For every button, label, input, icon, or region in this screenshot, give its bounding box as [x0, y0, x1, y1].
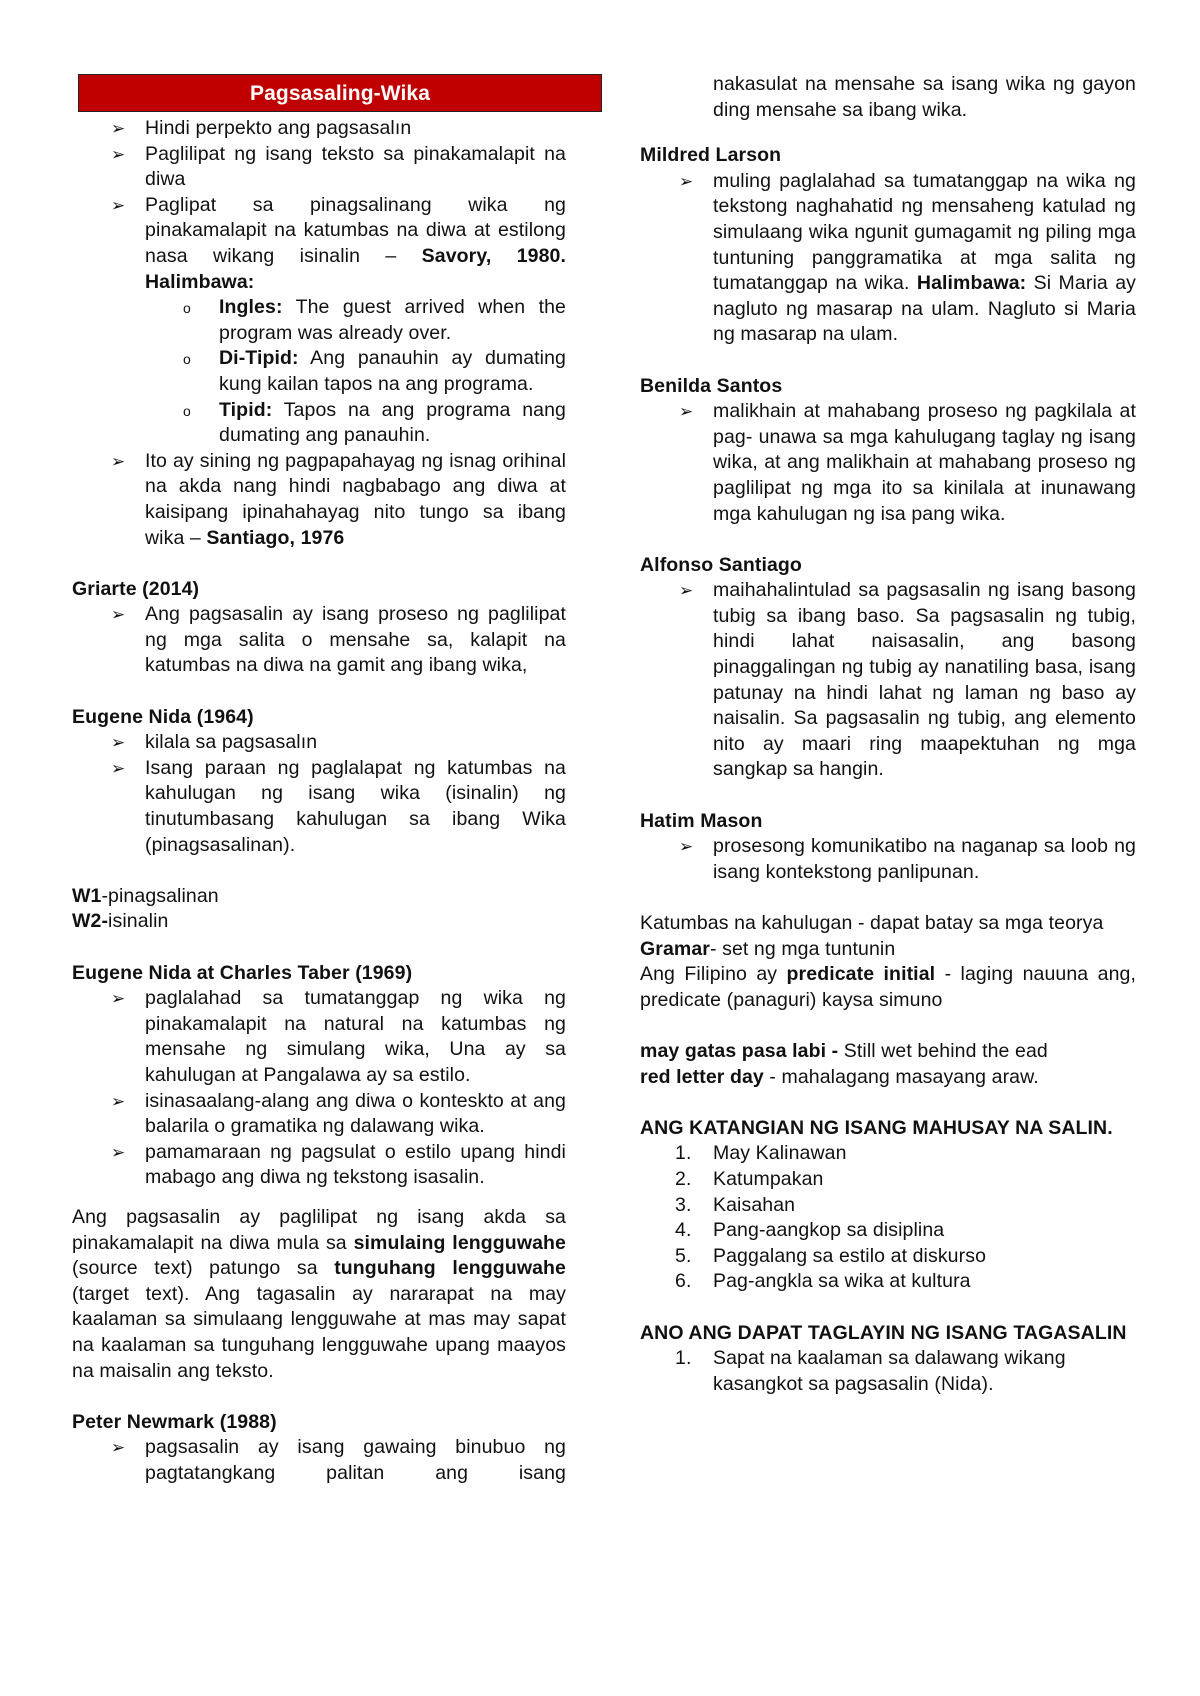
- w-term: [72, 909, 566, 935]
- example-item: [183, 346, 566, 397]
- paragraph-text: (target text). Ang tagasalin ay nararapat na may kaalaman sa simulaang lengguwahe at mas may sapat na kaalaman sa tunguhang lengguwahe upang maayos na maisalin ang teksto.: [72, 1282, 566, 1382]
- arrow-bullet-icon: ➢: [679, 581, 694, 601]
- list-item: [679, 399, 1136, 527]
- w-term-text: isinalin: [108, 910, 169, 933]
- section-heading: Eugene Nida at Charles Taber (1969): [72, 961, 413, 984]
- list-item-text: Paglipat sa pinagsalinang wika ng pinakamalapit na katumbas na diwa at estilong nasa wikang isinalin –: [145, 193, 566, 267]
- term: predicate initial: [786, 963, 936, 986]
- nida-taber-list: [72, 986, 566, 1191]
- list-item: [111, 730, 566, 756]
- list-number: 2.: [675, 1167, 692, 1190]
- list-item-text: Ito ay sining ng pagpapahayag ng isnag orihinal na akda nang hindi nagbabago ang diwa at kaisipang ipinahahayag nito tungo sa ibang wika –: [145, 449, 566, 549]
- page-title: Pagsasaling-Wika: [78, 74, 602, 112]
- list-item: [111, 116, 566, 142]
- list-item: [111, 756, 566, 858]
- list-item-text: prosesong komunikatibo na naganap sa loob ng isang kontekstong panlipunan.: [713, 835, 1136, 883]
- section-heading: Alfonso Santiago: [640, 553, 802, 576]
- idiom: [640, 1039, 1136, 1065]
- list-item: [111, 449, 566, 551]
- term: tunguhang lengguwahe: [334, 1257, 566, 1280]
- list-item-text: Sapat na kaalaman sa dalawang wikang kasangkot sa pagsasalin (Nida).: [713, 1347, 1066, 1395]
- list-item: [679, 169, 1136, 348]
- list-item: [675, 1269, 1136, 1295]
- list-item-text: May Kalinawan: [713, 1142, 847, 1165]
- arrow-bullet-icon: ➢: [679, 837, 694, 857]
- idioms: [640, 1039, 1136, 1090]
- list-item-text: Kaisahan: [713, 1193, 796, 1216]
- asantiago-list: [640, 578, 1136, 783]
- arrow-bullet-icon: ➢: [679, 171, 694, 191]
- paragraph-text: (source text) patungo sa: [72, 1257, 335, 1280]
- arrow-bullet-icon: ➢: [111, 451, 126, 471]
- list-number: 1.: [675, 1142, 692, 1165]
- idiom-text: - mahalagang masayang araw.: [763, 1065, 1039, 1088]
- larson-list: [640, 169, 1136, 348]
- arrow-bullet-icon: ➢: [111, 1142, 126, 1162]
- list-item: [713, 72, 1136, 123]
- arrow-bullet-icon: ➢: [679, 402, 694, 422]
- list-number: 3.: [675, 1193, 692, 1216]
- list-item-text: malikhain at mahabang proseso ng pagkilala at pag- unawa sa mga kahulugang taglay ng isang wika, at ang malikhain at mahabang proseso ng paglilipat ng mga ito sa kinilala at inunawang mga kahulugan ng isa pang wika.: [713, 400, 1136, 525]
- katangian-list: [640, 1141, 1136, 1295]
- list-item-text: pamamaraan ng pagsulat o estilo upang hindi mabago ang diwa ng tekstong isasalin.: [145, 1140, 566, 1189]
- section-heading: ANO ANG DAPAT TAGLAYIN NG ISANG TAGASALIN: [640, 1321, 1127, 1344]
- list-item-text: Paglilipat ng isang teksto sa pinakamalapit na diwa: [145, 142, 566, 191]
- list-item-text: isinasaalang-alang ang diwa o konteskto at ang balarila o gramatika ng dalawang wika.: [145, 1089, 566, 1138]
- definition-paragraph: [72, 1205, 566, 1384]
- list-item-text: nakasulat na mensahe sa isang wika ng gayon ding mensahe sa ibang wika.: [713, 73, 1136, 121]
- list-item-text: Paggalang sa estilo at diskurso: [713, 1244, 987, 1267]
- idiom-text: Still wet behind the ead: [838, 1039, 1048, 1062]
- list-item: [111, 193, 566, 449]
- list-item: [679, 578, 1136, 783]
- list-item: [111, 986, 566, 1088]
- list-item-text: Hindi perpekto ang pagsasalın: [145, 117, 412, 139]
- example-label: Halimbawa:: [916, 272, 1027, 295]
- nida-list: [72, 730, 566, 858]
- circle-bullet-icon: o: [183, 351, 191, 368]
- w-term-label: W1: [72, 884, 102, 907]
- arrow-bullet-icon: ➢: [111, 119, 126, 138]
- circle-bullet-icon: o: [183, 402, 191, 419]
- example-label: Di-Tipid:: [219, 347, 299, 370]
- list-item: [675, 1346, 1136, 1397]
- list-item: [675, 1244, 1136, 1270]
- w-term-label: W2-: [72, 910, 109, 933]
- arrow-bullet-icon: ➢: [111, 195, 126, 215]
- section-heading: Benilda Santos: [640, 374, 783, 397]
- arrow-bullet-icon: ➢: [111, 605, 126, 625]
- list-item-text: muling paglalahad sa tumatanggap na wika ng tekstong naghahatid ng mensaheng katulad ng simulaang wika ngunit gumagamit ng piling mga tuntuning panggramatika at mga salita ng tumatanggap na wika.: [713, 169, 1136, 295]
- list-item: [679, 834, 1136, 885]
- section-heading: Griarte (2014): [72, 577, 200, 600]
- citation: Savory, 1980. Halimbawa:: [145, 244, 566, 293]
- example-label: Ingles:: [219, 296, 283, 319]
- example-item: [183, 398, 566, 449]
- right-column: [640, 74, 1136, 1397]
- arrow-bullet-icon: ➢: [111, 758, 126, 778]
- note-text: - set ng mga tuntunin: [709, 937, 896, 960]
- idiom-label: may gatas pasa labi -: [640, 1039, 839, 1062]
- list-number: 6.: [675, 1270, 692, 1293]
- list-item: [675, 1193, 1136, 1219]
- list-item: [111, 1435, 566, 1486]
- list-item-text: Si Maria ay nagluto ng masarap na ulam. Nagluto si Maria ng masarap na ulam.: [713, 272, 1136, 346]
- newmark-list: [72, 1435, 566, 1486]
- newmark-continued: [640, 72, 1136, 123]
- list-item-text: kilala sa pagsasalın: [145, 731, 318, 754]
- list-item: [111, 142, 566, 193]
- list-number: 4.: [675, 1219, 692, 1242]
- example-text: Ang panauhin ay dumating kung kailan tapos na ang programa.: [219, 347, 566, 395]
- section-heading: Mildred Larson: [640, 144, 782, 167]
- list-number: 1.: [675, 1347, 692, 1370]
- intro-list: [72, 116, 566, 551]
- paragraph-text: Ang pagsasalin ay paglilipat ng isang akda sa pinakamalapit na diwa mula sa: [72, 1205, 566, 1254]
- w-terms: [72, 884, 566, 935]
- note-filipino: [640, 962, 1136, 1013]
- arrow-bullet-icon: ➢: [111, 733, 126, 753]
- santos-list: [640, 399, 1136, 527]
- arrow-bullet-icon: ➢: [111, 1438, 126, 1458]
- example-label: Tipid:: [219, 398, 273, 421]
- griarte-list: [72, 602, 566, 679]
- w-term-text: -pinagsalinan: [101, 884, 219, 907]
- term: simulaing lengguwahe: [353, 1231, 566, 1254]
- list-item-text: maihahalintulad sa pagsasalin ng isang basong tubig sa ibang baso. Sa pagsasalin ng tubig, hindi lahat naisasalin, ang basong pinaggalingan ng tubig ay nanatiling basa, isang patunay na hindi lahat ng laman ng baso ay naisalin. Sa pagsasalin ng tubig, ang elemento nito ay maari ring maapektuhan ng mga sangkap sa hangin.: [713, 579, 1136, 781]
- arrow-bullet-icon: ➢: [111, 144, 126, 164]
- list-item: [111, 1089, 566, 1140]
- example-text: Tapos na ang programa nang dumating ang panauhin.: [219, 398, 566, 447]
- citation: Santiago, 1976: [206, 526, 345, 549]
- arrow-bullet-icon: ➢: [111, 989, 126, 1009]
- list-item: [675, 1167, 1136, 1193]
- list-item-text: pagsasalin ay isang gawaing binubuo ng pagtatangkang palitan ang isang: [145, 1436, 566, 1484]
- arrow-bullet-icon: ➢: [111, 1091, 126, 1111]
- list-number: 5.: [675, 1244, 692, 1267]
- note-gramar: [640, 937, 1136, 963]
- circle-bullet-icon: o: [183, 300, 191, 317]
- list-item: [675, 1218, 1136, 1244]
- list-item-text: Pang-aangkop sa disiplina: [713, 1219, 945, 1242]
- list-item-text: Ang pagsasalin ay isang proseso ng paglilipat ng mga salita o mensahe sa, kalapit na katumbas na diwa na gamit ang ibang wika,: [145, 603, 566, 677]
- note-katumbas: Katumbas na kahulugan - dapat batay sa mga teorya: [640, 912, 1104, 934]
- note-text: Ang Filipino ay: [640, 963, 787, 986]
- list-item-text: paglalahad sa tumatanggap ng wika ng pinakamalapit na natural na katumbas ng mensahe ng simulang wika, Una ay sa kahulugan at Pangalawa ay sa estilo.: [145, 987, 566, 1086]
- section-heading: ANG KATANGIAN NG ISANG MAHUSAY NA SALIN.: [640, 1116, 1113, 1139]
- list-item-text: Pag-angkla sa wika at kultura: [713, 1270, 971, 1293]
- term: Gramar: [640, 937, 710, 960]
- list-item-text: Katumpakan: [713, 1167, 824, 1190]
- list-item: [111, 1140, 566, 1191]
- example-text: The guest arrived when the program was already over.: [219, 296, 566, 344]
- section-heading: Peter Newmark (1988): [72, 1410, 277, 1433]
- section-heading: Hatim Mason: [640, 809, 763, 832]
- w-term: [72, 884, 566, 910]
- idiom: [640, 1065, 1136, 1091]
- idiom-label: red letter day: [640, 1065, 764, 1088]
- list-item: [111, 602, 566, 679]
- section-heading: Eugene Nida (1964): [72, 705, 254, 728]
- list-item-text: Isang paraan ng paglalapat ng katumbas na kahulugan ng isang wika (isinalin) ng tinutumbasang kahulugan sa ibang Wika (pinagsasalinan).: [145, 756, 566, 856]
- tagasalin-list: [640, 1346, 1136, 1397]
- list-item: [675, 1141, 1136, 1167]
- note-text: - laging nauuna ang, predicate (panaguri) kaysa simuno: [640, 963, 1136, 1011]
- notes: [640, 911, 1136, 1013]
- example-list: [72, 295, 566, 449]
- mason-list: [640, 834, 1136, 885]
- left-column: [72, 74, 566, 1486]
- example-item: [183, 295, 566, 346]
